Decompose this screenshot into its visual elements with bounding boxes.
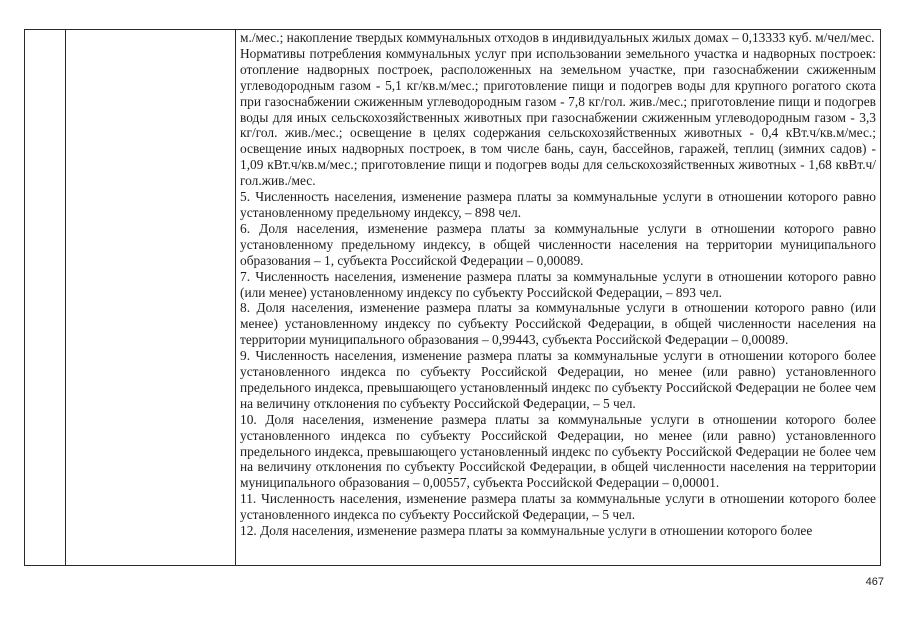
table-column-divider-1 (65, 30, 66, 565)
document-table (24, 29, 881, 566)
paragraph-item-9: 9. Численность населения, изменение размера платы за коммунальные услуги в отношении которого более установленного индекса по субъекту Российской Федерации, но менее (или равно) установленного предельного индекса, превышающего установленный индекс по субъекту Российской Федерации не более чем на величину отклонения по субъекту Российской Федерации, – 5 чел. (240, 348, 876, 411)
paragraph-item-8: 8. Доля населения, изменение размера платы за коммунальные услуги в отношении которого равно (или менее) установленному индексу по субъекту Российской Федерации, в общей численности населения на территории муниципального образования – 0,99443, субъекта Российской Федерации – 0,00089. (240, 300, 876, 348)
page-number: 467 (865, 576, 884, 588)
paragraph-item-10: 10. Доля населения, изменение размера платы за коммунальные услуги в отношении которого более установленного индекса по субъекту Российской Федерации, но менее (или равно) установленного предельного индекса, превышающего установленный индекс по субъекту Российской Федерации не более чем на величину отклонения по субъекту Российской Федерации, в общей численности населения на территории муниципального образования – 0,00557, субъекта Российской Федерации – 0,00001. (240, 411, 876, 491)
paragraph-item-11: 11. Численность населения, изменение размера платы за коммунальные услуги в отношении которого более установленного индекса по субъекту Российской Федерации, – 5 чел. (240, 491, 876, 523)
paragraph-item-5: 5. Численность населения, изменение размера платы за коммунальные услуги в отношении которого равно установленному предельному индексу, – 898 чел. (240, 189, 876, 220)
table-column-divider-2 (235, 30, 236, 565)
paragraph-item-7: 7. Численность населения, изменение размера платы за коммунальные услуги в отношении которого равно (или менее) установленному индексу по субъекту Российской Федерации, – 893 чел. (240, 268, 876, 300)
paragraph-item-6: 6. Доля населения, изменение размера платы за коммунальные услуги в отношении которого равно установленному предельному индексу, в общей численности населения на территории муниципального образования – 1, субъекта Российской Федерации – 0,00089. (240, 220, 876, 268)
paragraph-waste-norm: м./мес.; накопление твердых коммунальных отходов в индивидуальных жилых домах – 0,13333 куб. м/чел/мес. (240, 30, 875, 45)
paragraph-item-12: 12. Доля населения, изменение размера платы за коммунальные услуги в отношении которого более (240, 523, 813, 539)
paragraph-utility-norms: Нормативы потребления коммунальных услуг при использовании земельного участка и надворных построек: отопление надворных построек, расположенных на земельном участке, при газоснабжении сжиженным углеводородным газом - 5,1 кг/кв.м/мес.; приготовление пищи и подогрев воды для крупного рогатого скота при газоснабжении сжиженным углеводородным газом - 7,8 кг/гол. жив./мес.; приготовление пищи и подогрев воды для иных сельскохозяйственных животных при газоснабжении сжиженным углеводородным газом - 3,3 кг/гол. жив./мес.; освещение в целях содержания сельскохозяйственных животных - 0,4 кВт.ч/кв.м/мес.; освещение иных надворных построек, в том числе бань, саун, бассейнов, гаражей, теплиц (зимних садов) - 1,09 кВт.ч/кв.м/мес.; приготовление пищи и подогрев воды для сельскохозяйственных животных - 1,68 квВт.ч/гол.жив./мес. (240, 45, 876, 189)
table-cell-content (240, 30, 876, 539)
